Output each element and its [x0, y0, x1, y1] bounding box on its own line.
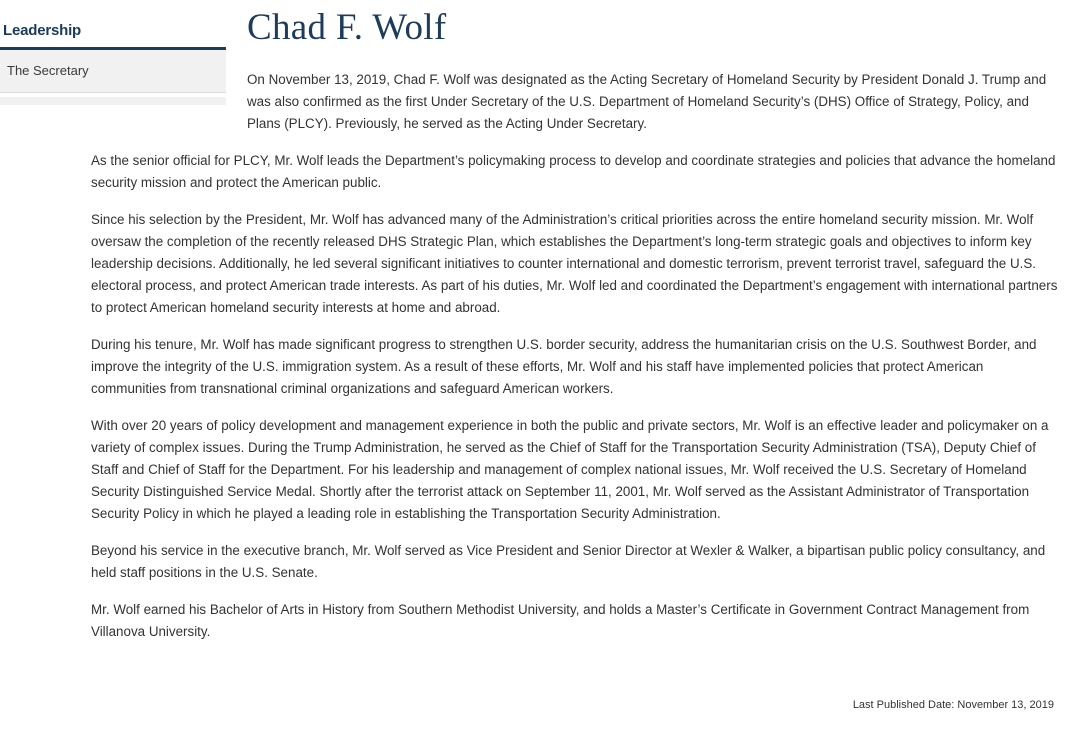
sidebar-nav — [0, 14, 226, 105]
biography-body — [91, 150, 1061, 658]
bio-paragraph-2: Since his selection by the President, Mr. Wolf has advanced many of the Administration’s critical priorities across the entire homeland security mission. Mr. Wolf oversaw the completion of the recently released DHS Strategic Plan, which establishes the Department’s long-term strategic goals and objectives to inform key leadership decisions. Additionally, he led several significant initiatives to counter international and domestic terrorism, prevent terrorist travel, safeguard the U.S. electoral process, and protect American trade interests. As part of his duties, Mr. Wolf led and coordinated the Department’s engagement with international partners to protect American homeland security interests at home and abroad. — [91, 212, 1058, 315]
bio-paragraph-3: During his tenure, Mr. Wolf has made significant progress to strengthen U.S. border security, address the humanitarian crisis on the U.S. Southwest Border, and improve the integrity of the U.S. immigration system. As a result of these efforts, Mr. Wolf and his staff have implemented policies that protect American communities from transnational criminal organizations and safeguard American workers. — [91, 337, 1037, 396]
bio-paragraph-4: With over 20 years of policy development and management experience in both the public and private sectors, Mr. Wolf is an effective leader and policymaker on a variety of complex issues. During the Trump Administration, he served as the Chief of Staff for the Transportation Security Administration (TSA), Deputy Chief of Staff and Chief of Staff for the Department. For his leadership and management of complex national issues, Mr. Wolf received the U.S. Secretary of Homeland Security Distinguished Service Medal. Shortly after the terrorist attack on September 11, 2001, Mr. Wolf served as the Assistant Administrator of Transportation Security Policy in which he played a leading role in establishing the Transportation Security Administration. — [91, 418, 1049, 521]
lead-paragraph: On November 13, 2019, Chad F. Wolf was designated as the Acting Secretary of Homeland Security by President Donald J. Trump and was also confirmed as the first Under Secretary of the U.S. Department of Homeland Security’s (DHS) Office of Strategy, Policy, and Plans (PLCY). Previously, he served as the Acting Under Secretary. — [247, 72, 1047, 131]
sidebar-item-the-secretary[interactable]: The Secretary — [0, 50, 226, 93]
page-title: Chad F. Wolf — [247, 7, 447, 48]
sidebar-divider — [0, 97, 226, 105]
sidebar-heading[interactable]: Leadership — [0, 14, 226, 50]
last-published-date: Last Published Date: November 13, 2019 — [852, 699, 1054, 711]
bio-paragraph-5: Beyond his service in the executive branch, Mr. Wolf served as Vice President and Senior Director at Wexler & Walker, a bipartisan public policy consultancy, and held staff positions in the U.S. Senate. — [91, 543, 1046, 580]
bio-paragraph-1: As the senior official for PLCY, Mr. Wolf leads the Department’s policymaking process to develop and coordinate strategies and policies that advance the homeland security mission and protect the American public. — [91, 153, 1056, 190]
bio-paragraph-6: Mr. Wolf earned his Bachelor of Arts in History from Southern Methodist University, and holds a Master’s Certificate in Government Contract Management from Villanova University. — [91, 602, 1030, 639]
